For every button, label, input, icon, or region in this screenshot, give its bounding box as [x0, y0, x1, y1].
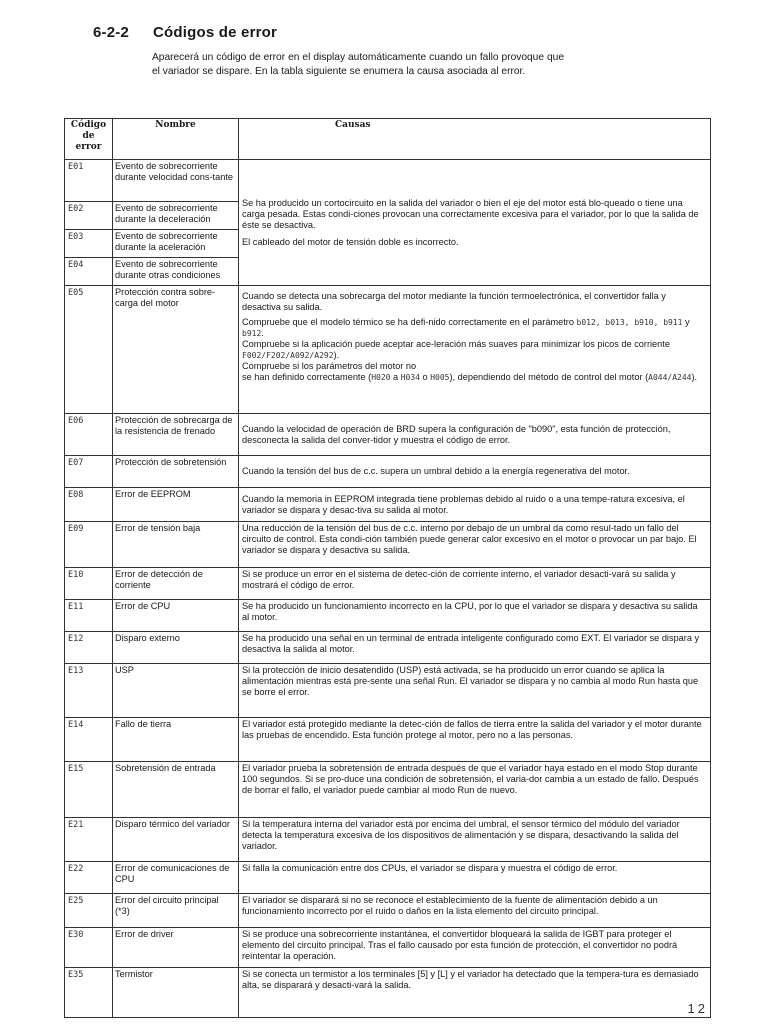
header-causes: Causas: [239, 119, 711, 160]
table-row: [65, 928, 711, 968]
error-cause: Cuando la tensión del bus de c.c. supera un umbral debido a la energía regenerativa del motor.: [239, 456, 711, 488]
cause-text: se han definido correctamente (: [242, 372, 372, 382]
page-number: 12: [687, 1001, 708, 1016]
table-row: [65, 160, 711, 202]
error-code: E35: [65, 968, 113, 1018]
cause-text: y: [682, 317, 690, 327]
table-row: [65, 894, 711, 928]
table-header-row: [65, 119, 711, 160]
error-name: Sobretensión de entrada: [113, 762, 239, 818]
error-cause: El variador está protegido mediante la detec-ción de fallos de tierra entre la salida del variador y el motor durante las pruebas de encendido. Esta función protege al motor, pero no a las personas.: [239, 718, 711, 762]
error-code: E25: [65, 894, 113, 928]
header-code: Código de error: [65, 119, 113, 160]
error-code: E07: [65, 456, 113, 488]
error-code-table: [64, 118, 711, 1018]
table-row: [65, 968, 711, 1018]
error-cause: El variador prueba la sobretensión de entrada después de que el variador haya estado en el modo Stop durante 100 segundos. Si se pro-duce una condición de sobretensión, el varia-dor cambia a un estado de fallo. Después de borrar el fallo, el variador puede cambiar al modo Run de nuevo.: [239, 762, 711, 818]
error-name: Protección contra sobre-carga del motor: [113, 286, 239, 414]
error-code: E08: [65, 488, 113, 522]
parameter-code: H020: [371, 373, 391, 382]
error-code: E21: [65, 818, 113, 862]
error-name: Disparo externo: [113, 632, 239, 664]
error-name: Evento de sobrecorriente durante la aceleración: [113, 230, 239, 258]
parameter-code: H034: [400, 373, 420, 382]
parameter-code: b012, b013, b910, b911: [576, 318, 683, 327]
error-cause: Si se conecta un termistor a los terminales [5] y [L] y el variador ha detectado que la tempera-tura es demasiado alta, se disparará y desacti-vará la salida.: [239, 968, 711, 1018]
error-name: Protección de sobretensión: [113, 456, 239, 488]
error-name: Evento de sobrecorriente durante otras condiciones: [113, 258, 239, 286]
parameter-code: F002/F202/A092/A292: [242, 351, 334, 360]
error-code: E12: [65, 632, 113, 664]
error-code: E15: [65, 762, 113, 818]
cabling-cause: El cableado del motor de tensión doble es incorrecto.: [242, 236, 459, 247]
table-row: [65, 522, 711, 568]
error-code: E10: [65, 568, 113, 600]
overcurrent-cause: Se ha producido un cortocircuito en la salida del variador o bien el eje del motor está blo-queado o tiene una carga pesada. Estas condi-ciones provocan una correctamente excesiva para el variador, por lo que la salida de éste se desactiva.: [242, 197, 699, 230]
error-name: Error del circuito principal (*3): [113, 894, 239, 928]
cause-paragraph: [242, 339, 707, 361]
section-heading: [93, 24, 277, 41]
error-code: E30: [65, 928, 113, 968]
cause-text: o: [419, 372, 431, 382]
error-code: E13: [65, 664, 113, 718]
header-name: Nombre: [113, 119, 239, 160]
error-code: E06: [65, 414, 113, 456]
cause-paragraph: Compruebe si los parámetros del motor no: [242, 361, 417, 371]
error-cause: [239, 286, 711, 414]
error-name: Evento de sobrecorriente durante la deceleración: [113, 202, 239, 230]
error-cause: El variador se disparará si no se reconoce el establecimiento de la fuente de alimentación debido a un funcionamiento incorrecto por el ruido o daños en la lista elemento del circuito principal.: [239, 894, 711, 928]
table-row: [65, 862, 711, 894]
error-cause: Una reducción de la tensión del bus de c.c. interno por debajo de un umbral da como resul-tado un fallo del circuito de control. Esta condi-ción también puede generar calor excesivo en el motor o provocar un par bajo. El variador se dispara y desactiva su salida.: [239, 522, 711, 568]
table-row: [65, 600, 711, 632]
error-cause: Si se produce un error en el sistema de detec-ción de corriente interno, el variador desacti-vará su salida y mostrará el código de error.: [239, 568, 711, 600]
error-code: E11: [65, 600, 113, 632]
error-name: Error de CPU: [113, 600, 239, 632]
table-row: [65, 818, 711, 862]
error-cause: Si falla la comunicación entre dos CPUs, el variador se dispara y muestra el código de error.: [239, 862, 711, 894]
error-code: E05: [65, 286, 113, 414]
error-code: E01: [65, 160, 113, 202]
error-name: Error de tensión baja: [113, 522, 239, 568]
error-name: Termistor: [113, 968, 239, 1018]
table-row: [65, 286, 711, 414]
cause-text: ), dependiendo del método de control del motor (: [449, 372, 649, 382]
error-code: E09: [65, 522, 113, 568]
error-cause: Cuando la memoria in EEPROM integrada tiene problemas debido al ruido o a una tempe-ratura excesiva, el variador se dispara y desac-tiva su salida al motor.: [239, 488, 711, 522]
cause-text: a: [390, 372, 401, 382]
error-cause: Si la temperatura interna del variador está por encima del umbral, el sensor térmico del módulo del variador detecta la temperatura excesiva de los dispositivos de alimentación y se dispara, desactivando la salida del variador.: [239, 818, 711, 862]
intro-paragraph: Aparecerá un código de error en el display automáticamente cuando un fallo provoque que el variador se dispare. En la tabla siguiente se enumera la causa asociada al error.: [152, 52, 564, 77]
error-cause: Si se produce una sobrecorriente instantánea, el convertidor bloqueará la salida de IGBT para proteger el elemento del circuito principal. Tras el fallo causado por esta función de protección, el convertidor no podrá reintentar la operación.: [239, 928, 711, 968]
error-cause: Si la protección de inicio desatendido (USP) está activada, se ha producido un error cuando se aplica la alimentación mientras está pre-sente una señal Run. El variador se dispara y no cambia al modo Run hasta que se borre el error.: [239, 664, 711, 718]
parameter-code: b912: [242, 329, 262, 338]
error-name: USP: [113, 664, 239, 718]
error-cause: Cuando la velocidad de operación de BRD supera la configuración de "b090", esta función de protección, desconecta la salida del conver-tidor y muestra el código de error.: [239, 414, 711, 456]
table-row: [65, 632, 711, 664]
parameter-code: A044/A244: [648, 373, 692, 382]
cause-text: ).: [691, 372, 698, 382]
table-row: [65, 414, 711, 456]
cause-text: Compruebe si la aplicación puede aceptar ace-leración más suaves para minimizar los picos de corriente: [242, 339, 670, 349]
error-name: Error de detección de corriente: [113, 568, 239, 600]
error-code: E04: [65, 258, 113, 286]
error-name: Disparo térmico del variador: [113, 818, 239, 862]
table-row: [65, 718, 711, 762]
table-row: [65, 456, 711, 488]
table-row: [65, 762, 711, 818]
cause-paragraph: Cuando se detecta una sobrecarga del motor mediante la función termoelectrónica, el convertidor falla y desactiva su salida.: [242, 291, 666, 312]
table-row: [65, 568, 711, 600]
error-name: Protección de sobrecarga de la resistencia de frenado: [113, 414, 239, 456]
cause-text: .: [261, 328, 264, 338]
error-name: Evento de sobrecorriente durante velocidad cons-tante: [113, 160, 239, 202]
cause-text: ).: [333, 350, 340, 360]
error-name: Error de driver: [113, 928, 239, 968]
error-cause: Se ha producido un funcionamiento incorrecto en la CPU, por lo que el variador se dispara y desactiva su salida al motor.: [239, 600, 711, 632]
error-name: Error de EEPROM: [113, 488, 239, 522]
section-title: Códigos de error: [153, 24, 278, 41]
error-cause-shared: [239, 160, 711, 286]
table-row: [65, 488, 711, 522]
cause-paragraph: [242, 317, 707, 339]
error-code: E22: [65, 862, 113, 894]
cause-text: Compruebe que el modelo térmico se ha defi-nido correctamente en el parámetro: [242, 317, 577, 327]
error-code: E03: [65, 230, 113, 258]
table-row: [65, 664, 711, 718]
error-name: Fallo de tierra: [113, 718, 239, 762]
parameter-code: H005: [430, 373, 450, 382]
section-number: 6-2-2: [93, 24, 130, 41]
error-name: Error de comunicaciones de CPU: [113, 862, 239, 894]
error-code: E14: [65, 718, 113, 762]
error-cause: Se ha producido una señal en un terminal de entrada inteligente configurado como EXT. El variador se dispara y desactiva la salida al motor.: [239, 632, 711, 664]
cause-paragraph: [242, 372, 707, 383]
error-code: E02: [65, 202, 113, 230]
